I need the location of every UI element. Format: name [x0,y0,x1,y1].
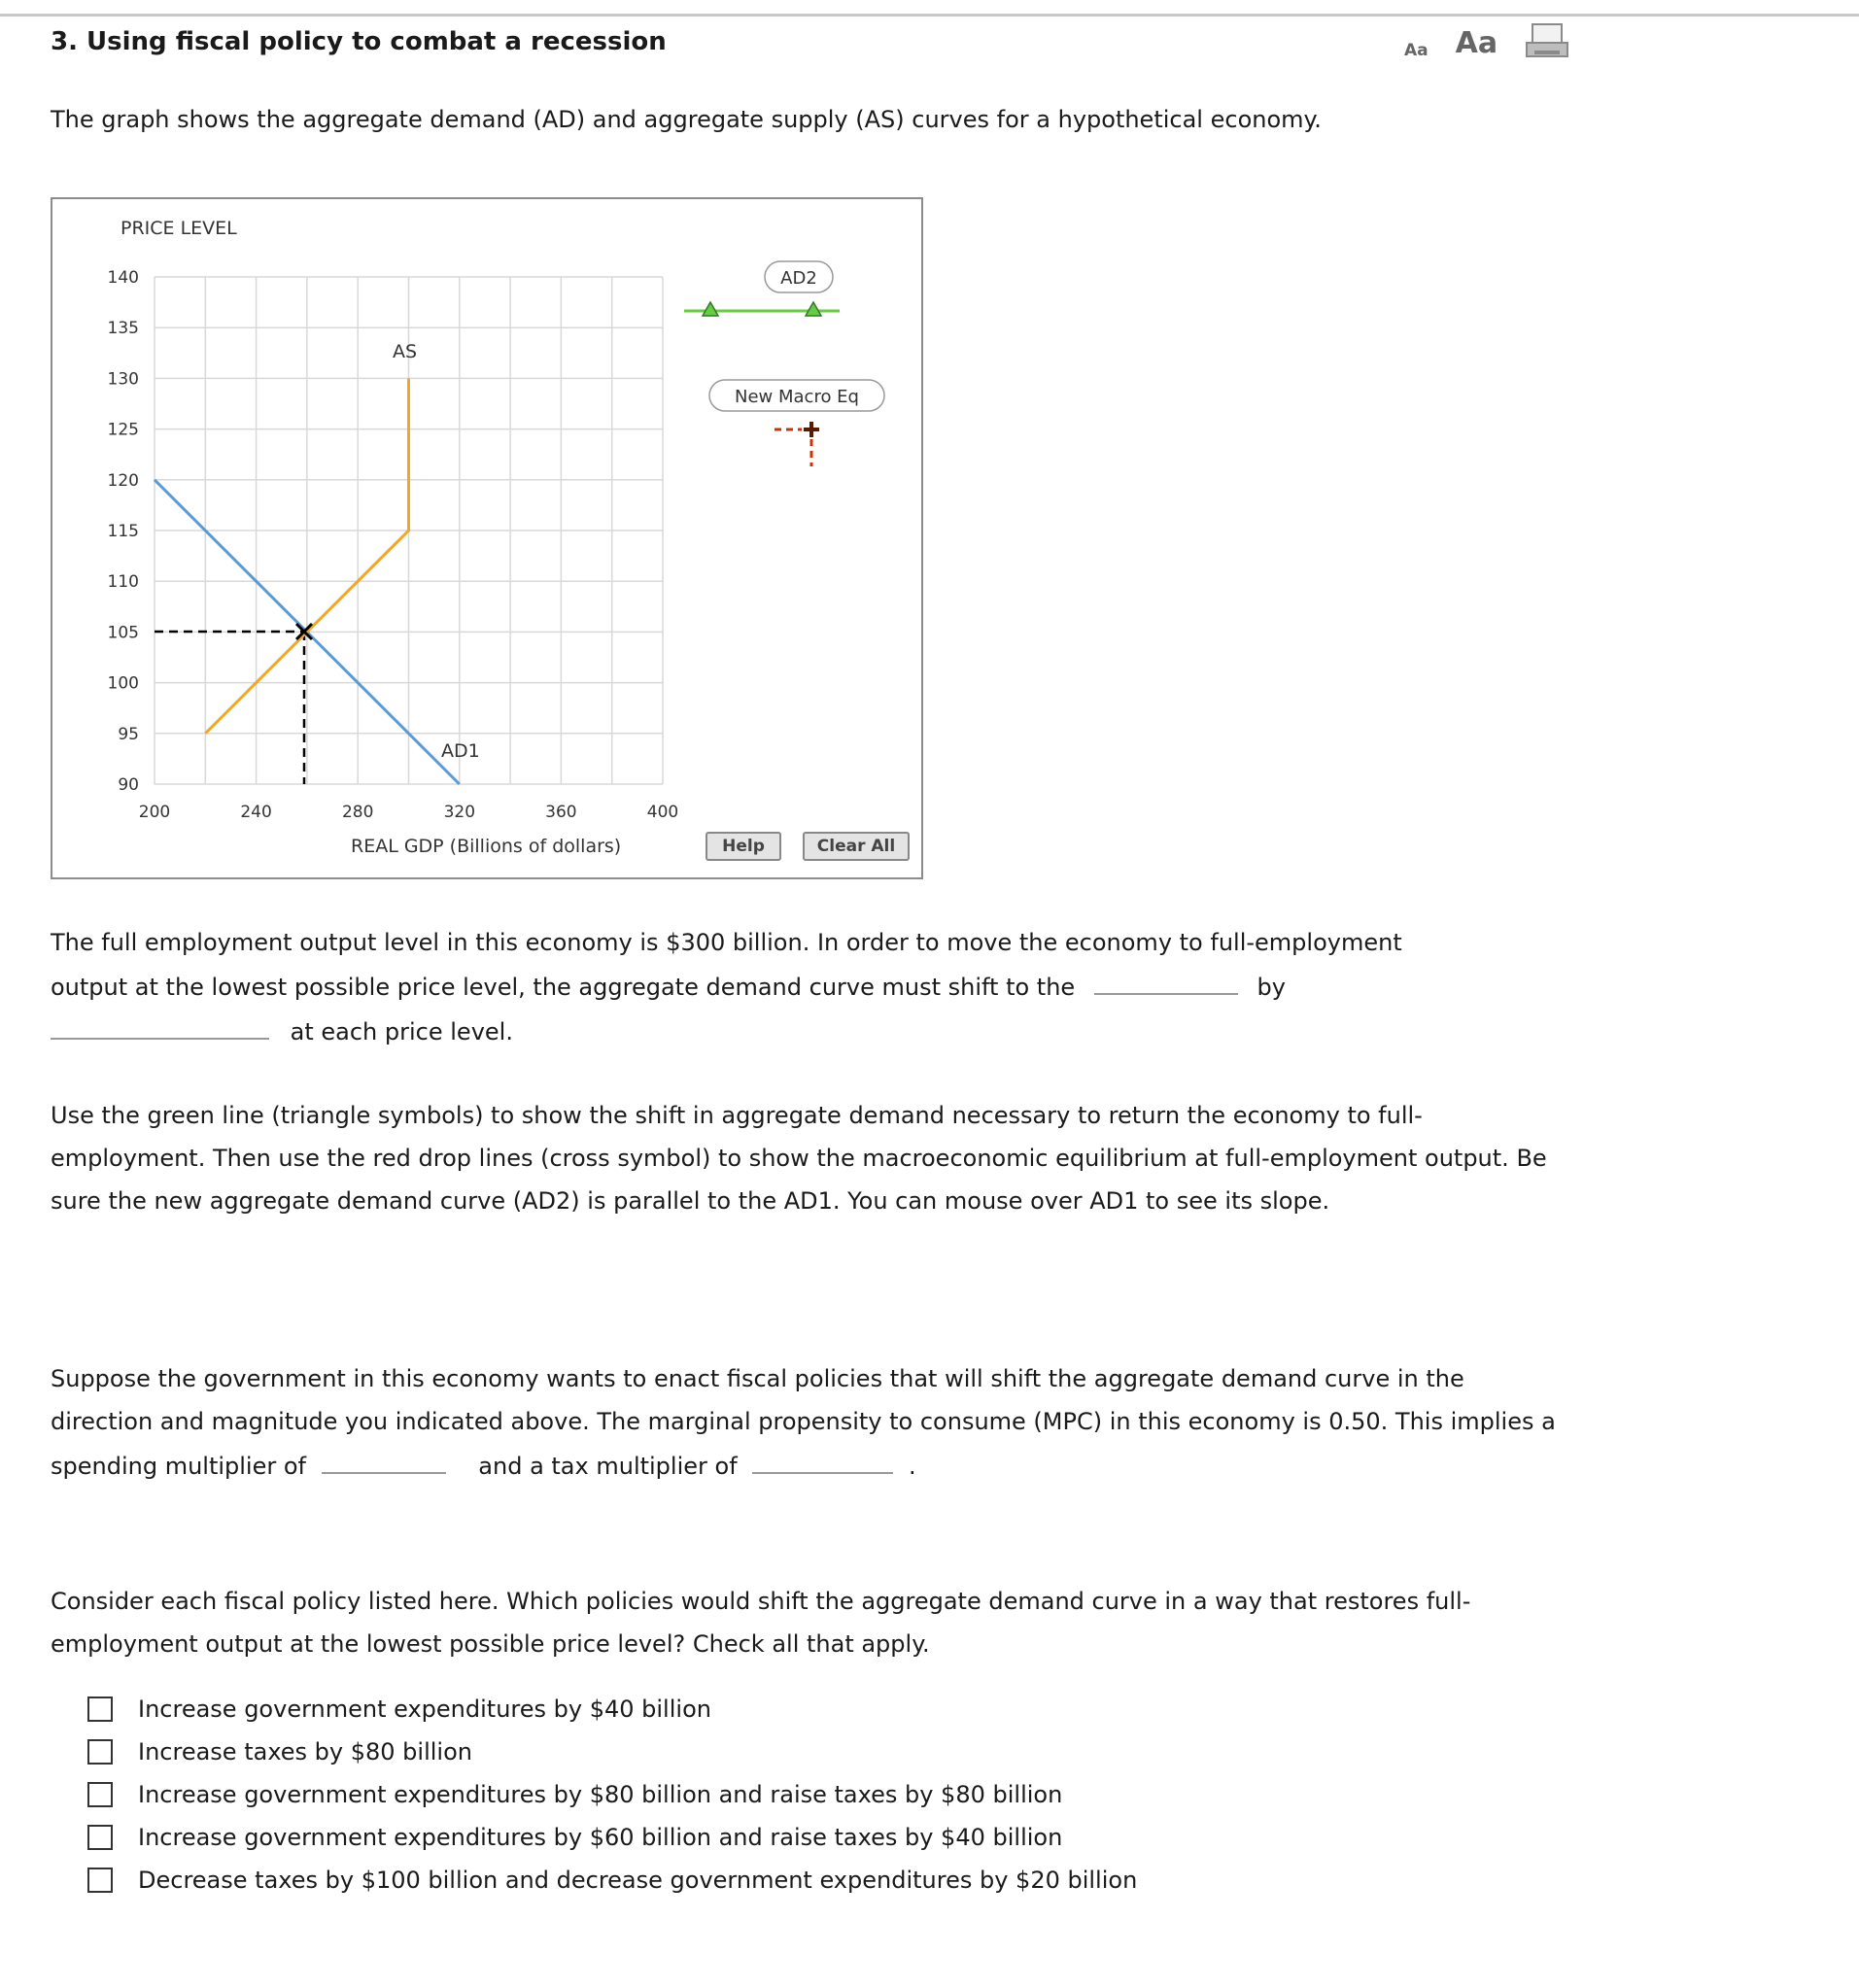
ad-as-chart [52,199,921,877]
option-label: Increase government expenditures by $80 billion and raise taxes by $80 billion [138,1781,1063,1808]
y-tick-label: 125 [107,420,139,440]
option-checkbox[interactable] [87,1868,113,1893]
policy-option[interactable] [87,1731,1137,1773]
policy-question-paragraph: Consider each fiscal policy listed here. Which policies would shift the aggregate demand curve in a way that restores full-employment output at the lowest possible price level? Check all that apply. [51,1588,1471,1658]
spending-multiplier-dropdown[interactable] [322,1443,446,1474]
y-tick-label: 95 [118,724,139,744]
p1-line3-text: at each price level. [290,1018,513,1045]
x-axis-title: REAL GDP (Billions of dollars) [351,836,622,857]
option-label: Decrease taxes by $100 billion and decrease government expenditures by $20 billion [138,1867,1138,1894]
p3-text-c: . [908,1453,916,1480]
as-label: AS [393,341,418,362]
x-tick-label: 320 [443,803,476,822]
p1-by-text: by [1257,974,1286,1001]
new-eq-cross-handle[interactable] [804,422,819,437]
p3-text-b: and a tax multiplier of [478,1453,738,1480]
option-checkbox[interactable] [87,1782,113,1807]
multiplier-paragraph [51,1357,1566,1488]
shift-amount-dropdown[interactable] [51,1009,269,1040]
y-tick-labels [108,268,139,795]
text-tools [1404,23,1569,60]
question-title: 3. Using fiscal policy to combat a recession [51,27,667,56]
font-size-small-button[interactable]: Aa [1404,41,1429,60]
p3-text-a: Suppose the government in this economy wants to enact fiscal policies that will shift the aggregate demand curve in the direction and magnitude you indicated above. The marginal propensity to consume (MPC) in this economy is 0.50. This implies a spending multiplier of [51,1365,1556,1480]
intro-text: The graph shows the aggregate demand (AD) and aggregate supply (AS) curves for a hypothetical economy. [51,106,1322,133]
tax-multiplier-dropdown[interactable] [752,1443,893,1474]
y-tick-label: 115 [107,522,139,541]
ad1-label: AD1 [441,740,480,762]
p1-line2-text: output at the lowest possible price level, the aggregate demand curve must shift to the [51,974,1076,1001]
option-checkbox[interactable] [87,1739,113,1765]
policy-option[interactable] [87,1859,1137,1902]
top-divider [0,14,1859,17]
x-tick-label: 240 [240,803,272,822]
p1-line1: The full employment output level in this economy is $300 billion. In order to move the economy to full-employment [51,929,1402,956]
shift-direction-dropdown[interactable] [1094,964,1238,995]
new-eq-tool-label: New Macro Eq [735,387,859,407]
instructions-paragraph: Use the green line (triangle symbols) to show the shift in aggregate demand necessary to return the economy to full-employment. Then use the red drop lines (cross symbol) to show the macroeconomic equilibrium at full-employment output. Be sure the new aggregate demand curve (AD2) is parallel to the AD1. You can mouse over AD1 to see its slope. [51,1102,1547,1215]
ad2-left-triangle-handle[interactable] [703,302,718,316]
y-tick-label: 105 [107,623,139,643]
help-button[interactable]: Help [706,832,781,861]
option-label: Increase government expenditures by $60 billion and raise taxes by $40 billion [138,1824,1063,1851]
print-icon[interactable] [1525,23,1569,60]
y-tick-label: 140 [107,268,139,288]
policy-options-list [87,1688,1137,1902]
p1-line2 [51,964,1566,1009]
x-tick-label: 400 [646,803,679,822]
ad2-tool[interactable] [684,261,840,316]
y-tick-label: 100 [107,673,139,694]
y-tick-label: 90 [118,775,139,795]
p1-line3 [51,1009,1566,1053]
policy-option[interactable] [87,1688,1137,1731]
font-size-large-button[interactable]: Aa [1455,26,1498,60]
y-tick-label: 135 [107,319,139,339]
y-tick-label: 110 [107,572,139,593]
y-tick-label: 120 [107,470,139,491]
option-label: Increase government expenditures by $40 billion [138,1696,711,1723]
policy-option[interactable] [87,1816,1137,1859]
ad2-right-triangle-handle[interactable] [806,302,821,316]
full-employment-paragraph [51,921,1566,1053]
option-label: Increase taxes by $80 billion [138,1738,472,1765]
x-tick-label: 360 [545,803,577,822]
option-checkbox[interactable] [87,1697,113,1722]
ad-as-graph-panel [51,197,923,879]
ad2-tool-label: AD2 [780,268,817,289]
policy-option[interactable] [87,1773,1137,1816]
option-checkbox[interactable] [87,1825,113,1850]
clear-all-button[interactable]: Clear All [803,832,910,861]
x-tick-label: 280 [341,803,374,822]
x-tick-labels [139,803,678,822]
y-axis-title: PRICE LEVEL [120,218,237,239]
x-tick-label: 200 [138,803,171,822]
new-macro-eq-tool[interactable] [709,380,884,466]
y-tick-label: 130 [107,369,139,390]
